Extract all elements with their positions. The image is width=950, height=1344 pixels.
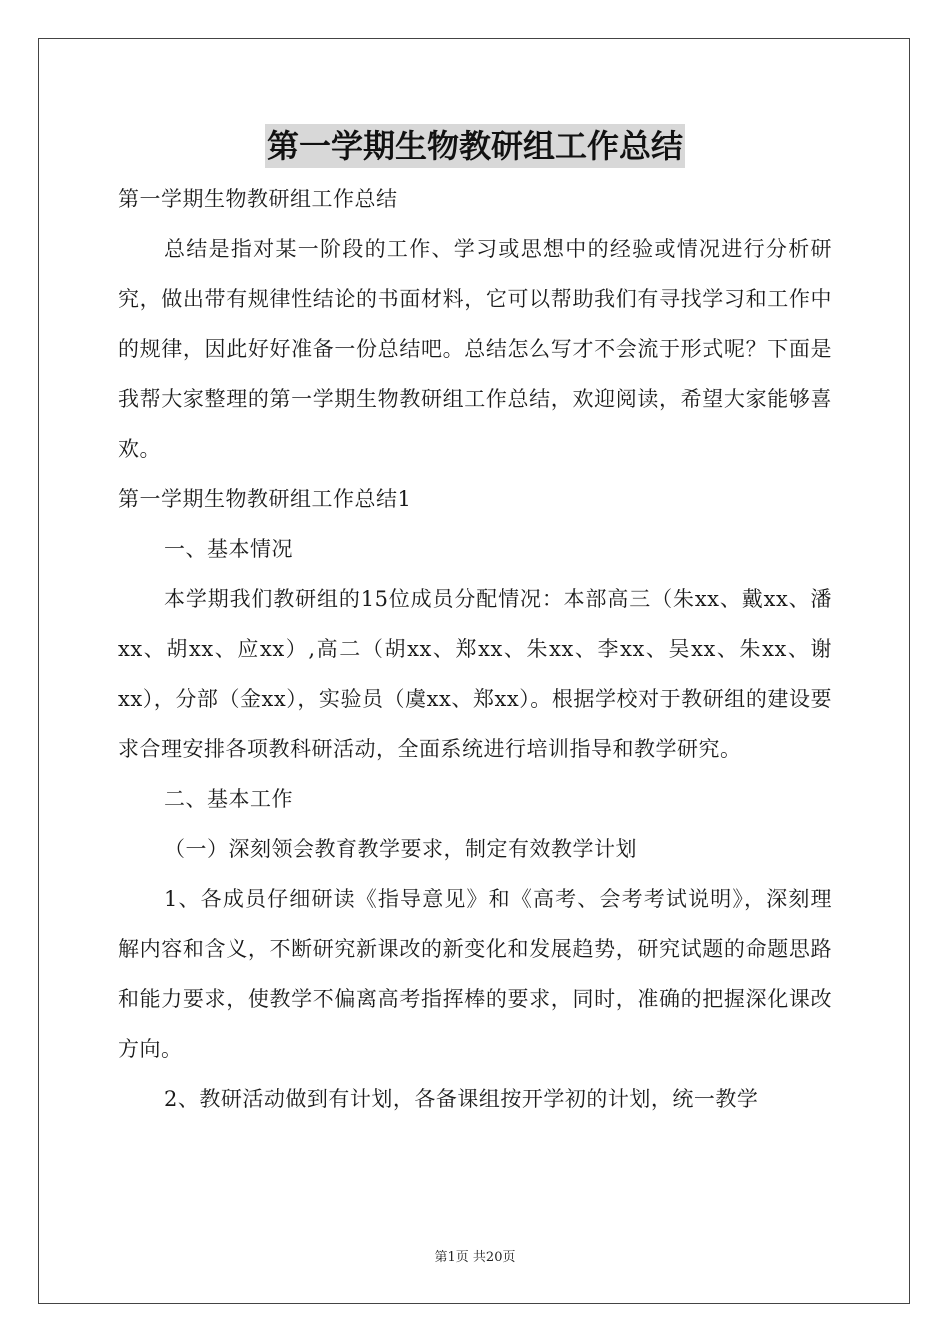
- title-container: [0, 124, 950, 168]
- document-title: 第一学期生物教研组工作总结: [265, 124, 685, 168]
- document-body: [118, 174, 832, 1124]
- page-footer: 第1页 共20页: [434, 1250, 516, 1265]
- paragraph-item-2: 2、教研活动做到有计划，各备课组按开学初的计划，统一教学: [164, 1087, 759, 1111]
- paragraph-subheading-1: （一）深刻领会教育教学要求，制定有效教学计划: [164, 837, 637, 861]
- paragraph-heading-basic-situation: 一、基本情况: [164, 537, 293, 561]
- paragraph-intro: 总结是指对某一阶段的工作、学习或思想中的经验或情况进行分析研究，做出带有规律性结论的书面材料，它可以帮助我们有寻找学习和工作中的规律，因此好好准备一份总结吧。总结怎么写才不会流于形式呢？下面是我帮大家整理的第一学期生物教研组工作总结，欢迎阅读，希望大家能够喜欢。: [118, 237, 832, 461]
- paragraph-section-heading: 第一学期生物教研组工作总结1: [118, 487, 412, 511]
- paragraph-item-1: 1、各成员仔细研读《指导意见》和《高考、会考考试说明》，深刻理解内容和含义，不断研究新课改的新变化和发展趋势，研究试题的命题思路和能力要求，使教学不偏离高考指挥棒的要求，同时，准确的把握深化课改方向。: [118, 887, 832, 1061]
- paragraph-member-allocation: 本学期我们教研组的15位成员分配情况：本部高三（朱xx、戴xx、潘xx、胡xx、应xx）,高二（胡xx、郑xx、朱xx、李xx、吴xx、朱xx、谢xx），分部（金xx），实验员（虞xx、郑xx）。根据学校对于教研组的建设要求合理安排各项教科研活动，全面系统进行培训指导和教学研究。: [118, 587, 832, 761]
- paragraph-heading-basic-work: 二、基本工作: [164, 787, 293, 811]
- paragraph-subtitle: 第一学期生物教研组工作总结: [118, 187, 398, 211]
